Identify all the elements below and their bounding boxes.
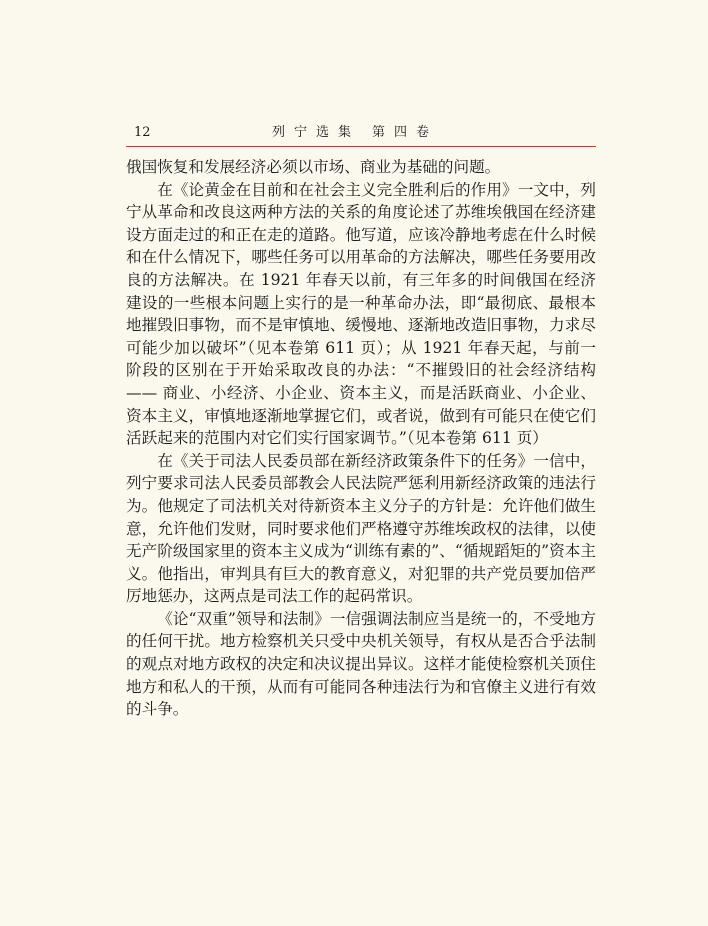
volume-label: 第四卷: [372, 125, 439, 140]
paragraph: 在《关于司法人民委员部在新经济政策条件下的任务》一信中，列宁要求司法人民委员部教会人民法院严惩利用新经济政策的违法行为。他规定了司法机关对待新资本主义分子的方针是：允许他们做生意，允许他们发财，同时要求他们严格遵守苏维埃政权的法律，以使无产阶级国家里的资本主义成为“训练有素的”、“循规蹈矩的”资本主义。他指出，审判具有巨大的教育意义，对犯罪的共产党员要加倍严厉地惩办，这两点是司法工作的起码常识。: [126, 451, 596, 606]
body-text: [126, 156, 596, 721]
paragraph: 在《论黄金在目前和在社会主义完全胜利后的作用》一文中，列宁从革命和改良这两种方法的关系的角度论述了苏维埃俄国在经济建设方面走过的和正在走的道路。他写道，应该冷静地考虑在什么时候和在什么情况下，哪些任务可以用革命的方法解决，哪些任务要用改良的方法解决。在 1921 年春天以前，有三年多的时间俄国在经济建设的一些根本问题上实行的是一种革命办法，即“最彻底、最根本地摧毁旧事物，而不是审慎地、缓慢地、逐渐地改造旧事物，力求尽可能少加以破坏”（见本卷第 611 页）；从 1921 年春天起，与前一阶段的区别在于开始采取改良的办法：“不摧毁旧的社会经济结构—— 商业、小经济、小企业、资本主义，而是活跃商业、小企业、资本主义，审慎地逐渐地掌握它们，或者说，做到有可能只在使它们活跃起来的范围内对它们实行国家调节。”（见本卷第 611 页）: [126, 180, 596, 448]
running-head: [126, 123, 596, 143]
header-rule: [126, 146, 596, 147]
paragraph-continuation: 俄国恢复和发展经济必须以市场、商业为基础的问题。: [126, 158, 501, 176]
book-title: 列宁选集: [272, 125, 361, 140]
page-number: 12: [134, 125, 151, 140]
paragraph: 《论“双重”领导和法制》一信强调法制应当是统一的，不受地方的任何干扰。地方检察机关只受中央机关领导，有权从是否合乎法制的观点对地方政权的决定和决议提出异议。这样才能使检察机关顶住地方和私人的干预，从而有可能同各种违法行为和官僚主义进行有效的斗争。: [126, 609, 596, 719]
running-title: [272, 123, 438, 143]
